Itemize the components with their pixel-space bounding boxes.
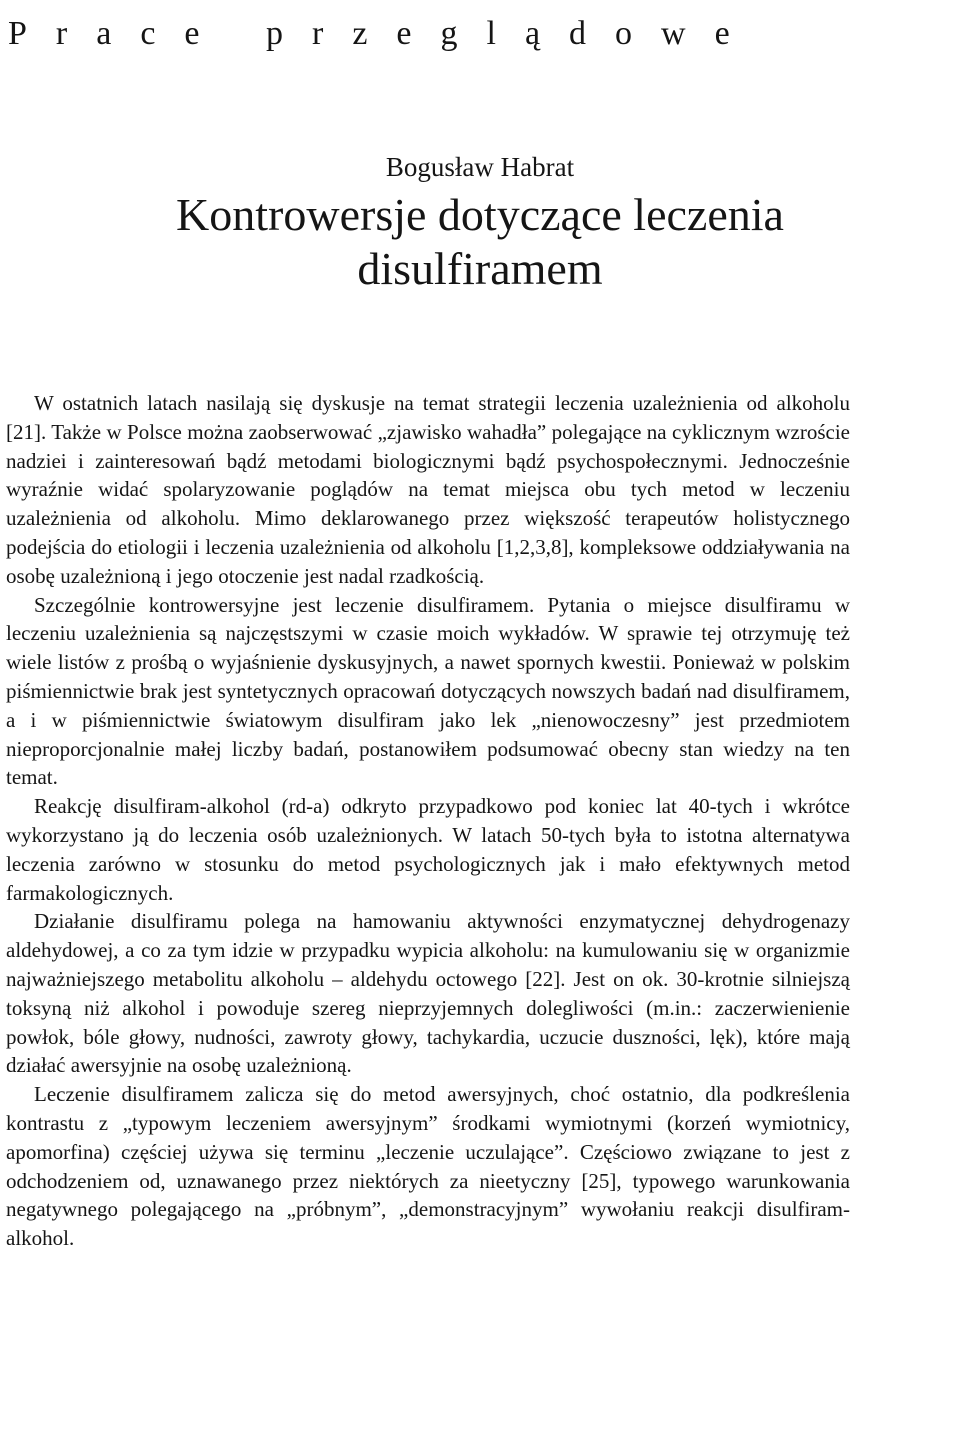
section-header: Prace przeglądowe xyxy=(8,15,759,52)
body-paragraph-3: Reakcję disulfiram-alkohol (rd-a) odkryto przypadkowo pod koniec lat 40-tych i wkrótce wykorzystano ją do leczenia osób uzależnionych. W latach 50-tych była to istotna alternatywa leczenia zarówno w stosunku do metod psychologicznych jak i mało efektywnych metod farmakologicznych. xyxy=(6,794,850,905)
body-paragraph-1: W ostatnich latach nasilają się dyskusje na temat strategii leczenia uzależnienia od alkoholu [21]. Także w Polsce można zaobserwować „zjawisko wahadła” polegające na cyklicznym wzroście nadziei i zainteresowań bądź metodami biologicznymi bądź psychospołecznymi. Jednocześnie wyraźnie widać spolaryzowanie poglądów na temat miejsca obu tych metod w leczeniu uzależnienia od alkoholu. Mimo deklarowanego przez większość terapeutów holistycznego podejścia do etiologii i leczenia uzależnienia od alkoholu [1,2,3,8], kompleksowe oddziaływania na osobę uzależnioną i jego otoczenie jest nadal rzadkością. xyxy=(6,391,850,588)
article-author: Bogusław Habrat xyxy=(385,152,575,182)
article-body xyxy=(6,389,850,1253)
body-paragraph-2: Szczególnie kontrowersyjne jest leczenie disulfiramem. Pytania o miejsce disulfiramu w leczeniu uzależnienia są najczęstszymi w czasie moich wykładów. W sprawie tej otrzymuję też wiele listów z prośbą o wyjaśnienie dyskusyjnych, a nawet spornych kwestii. Ponieważ w polskim piśmiennictwie brak jest syntetycznych opracowań dotyczących nowszych badań nad disulfiramem, a i w piśmiennictwie światowym disulfiram jako lek „nienowoczesny” jest przedmiotem nieproporcjonalnie małej liczby badań, postanowiłem podsumować obecny stan wiedzy na ten temat. xyxy=(6,592,850,790)
body-paragraph-4: Działanie disulfiramu polega na hamowaniu aktywności enzymatycznej dehydrogenazy aldehydowej, a co za tym idzie w przypadku wypicia alkoholu: na kumulowaniu się w organizmie najważniejszego metabolitu alkoholu – aldehydu octowego [22]. Jest on ok. 30-krotnie silniejszą toksyną niż alkohol i powoduje szereg nieprzyjemnych dolegliwości (m.in.: zaczerwienienie powłok, bóle głowy, nudności, zawroty głowy, tachykardia, uczucie duszności, lęk), które mają działać awersyjnie na osobę uzależnioną. xyxy=(6,909,850,1078)
article-title-line-1: Kontrowersje dotyczące leczenia xyxy=(176,189,784,240)
article-title xyxy=(0,188,960,296)
body-paragraph-5: Leczenie disulfiramem zalicza się do metod awersyjnych, choć ostatnio, dla podkreślenia kontrastu z „typowym leczeniem awersyjnym” środkami wymiotnymi (korzeń wymiotnicy, apomorfina) częściej używa się terminu „leczenie uczulające”. Częściowo związane to jest z odchodzeniem od, uznawanego przez niektórych za nieetyczny [25], typowego warunkowania negatywnego polegającego na „próbnym”, „demonstracyjnym” wywołaniu reakcji disulfiram-alkohol. xyxy=(6,1082,850,1251)
article-title-line-2: disulfiramem xyxy=(357,243,603,294)
